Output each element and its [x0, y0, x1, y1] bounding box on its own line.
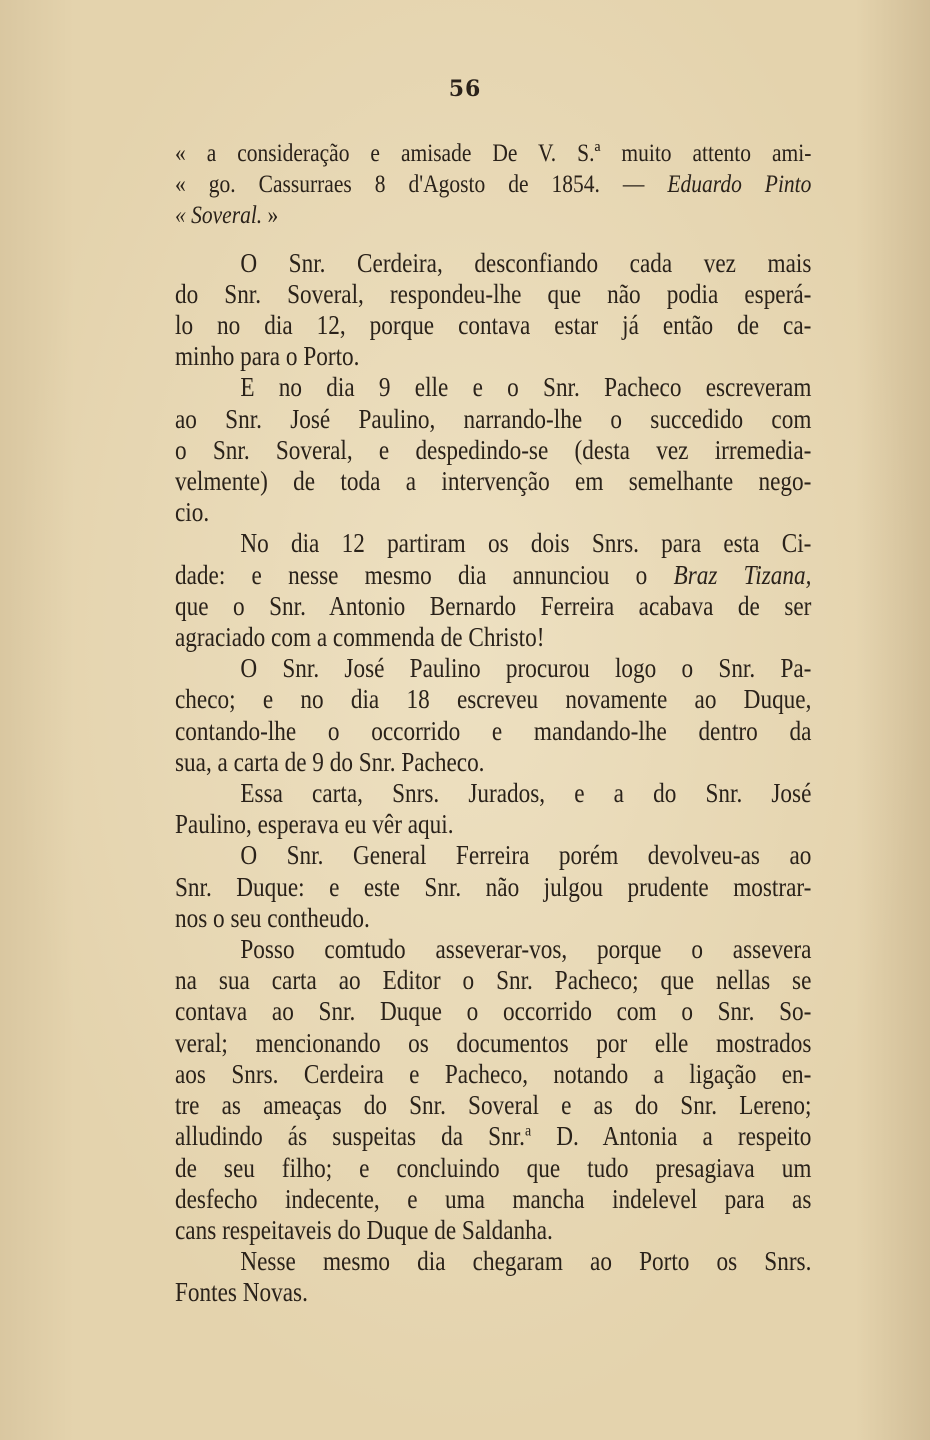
paragraph-2-line-2: ao Snr. José Paulino, narrando-lhe o succedido com: [175, 403, 812, 434]
quote-signature-surname: « Soveral.: [175, 202, 263, 230]
paragraph-2-line-3: o Snr. Soveral, e despedindo-se (desta vez irremedia-: [175, 434, 812, 465]
paragraph-4-line-1: O Snr. José Paulino procurou logo o Snr. Pa-: [240, 653, 812, 684]
paragraph-7-line-3: contava ao Snr. Duque o occorrido com o Snr. So-: [175, 996, 812, 1027]
newspaper-title: Braz Tizana,: [673, 559, 812, 590]
body-text: [175, 138, 811, 1309]
paragraph-7-line-1: Posso comtudo asseverar-vos, porque o assevera: [240, 934, 812, 965]
superscript-a: a: [524, 1121, 532, 1140]
paragraph-7-line-10: cans respeitaveis do Duque de Saldanha.: [175, 1214, 553, 1245]
paragraph-2-line-1: E no dia 9 elle e o Snr. Pacheco escreveram: [240, 372, 812, 403]
quote-close: »: [262, 202, 279, 230]
paragraph-3-line-1: No dia 12 partiram os dois Snrs. para esta Ci-: [240, 528, 812, 559]
paragraph-5-line-1: Essa carta, Snrs. Jurados, e a do Snr. José: [240, 778, 812, 809]
paragraph-6-line-1: O Snr. General Ferreira porém devolveu-as ao: [240, 840, 812, 871]
paragraph-3-line-2-text: dade: e nesse mesmo dia annunciou o: [175, 559, 674, 590]
paragraph-1-line-2: do Snr. Soveral, respondeu-lhe que não podia esperá-: [175, 278, 812, 309]
paragraph-7-line-5: aos Snrs. Cerdeira e Pacheco, notando a ligação en-: [175, 1058, 812, 1089]
paragraph-7-line-7: [175, 1121, 811, 1152]
paragraph-3-line-3: que o Snr. Antonio Bernardo Ferreira acabava de ser: [175, 590, 812, 621]
paragraph-2-line-5: cio.: [175, 497, 210, 528]
paragraph-1-line-3: lo no dia 12, porque contava estar já então de ca-: [175, 310, 812, 341]
paragraph-4-line-2: checo; e no dia 18 escreveu novamente ao Duque,: [175, 684, 812, 715]
paragraph-4-line-4: sua, a carta de 9 do Snr. Pacheco.: [175, 746, 485, 777]
quote-line-2-text: « go. Cassurraes 8 d'Agosto de 1854. —: [175, 171, 668, 199]
quote-line-2: [175, 169, 811, 200]
paragraph-2-line-4: velmente) de toda a intervenção em semelhante nego-: [175, 466, 812, 497]
paragraph-7-line-9: desfecho indecente, e uma mancha indelevel para as: [175, 1183, 812, 1214]
paragraph-3-line-2: [175, 560, 811, 591]
paragraph-8-line-2: Fontes Novas.: [175, 1277, 308, 1308]
paragraph-7-line-2: na sua carta ao Editor o Snr. Pacheco; que nellas se: [175, 965, 812, 996]
paragraph-1-line-1: O Snr. Cerdeira, desconfiando cada vez mais: [240, 247, 812, 278]
paragraph-7-line-7-text: alludindo ás suspeitas da Snr.: [175, 1121, 525, 1152]
quote-line-3: [175, 200, 811, 231]
paragraph-5-line-2: Paulino, esperava eu vêr aqui.: [175, 809, 454, 840]
paragraph-7-line-6: tre as ameaças do Snr. Soveral e as do Snr. Lereno;: [175, 1090, 812, 1121]
paragraph-6-line-3: nos o seu contheudo.: [175, 902, 370, 933]
page-number: 56: [448, 76, 482, 102]
paragraph-7-line-8: de seu filho; e concluindo que tudo presagiava um: [175, 1152, 812, 1183]
paragraph-6-line-2: Snr. Duque: e este Snr. não julgou prudente mostrar-: [175, 871, 812, 902]
quote-line-1: « a consideração e amisade De V. S.ª muito attento ami-: [175, 140, 812, 167]
paragraph-7-line-7-end: D. Antonia a respeito: [531, 1121, 812, 1152]
quote-signature-name: Eduardo Pinto: [667, 171, 812, 199]
paragraph-4-line-3: contando-lhe o occorrido e mandando-lhe dentro da: [175, 715, 812, 746]
paragraph-3-line-4: agraciado com a commenda de Christo!: [175, 622, 545, 653]
paragraph-7-line-4: veral; mencionando os documentos por elle mostrados: [175, 1027, 812, 1058]
paragraph-8-line-1: Nesse mesmo dia chegaram ao Porto os Snrs.: [240, 1246, 812, 1277]
quote-gap: [175, 232, 811, 248]
paragraph-1-line-4: minho para o Porto.: [175, 341, 360, 372]
